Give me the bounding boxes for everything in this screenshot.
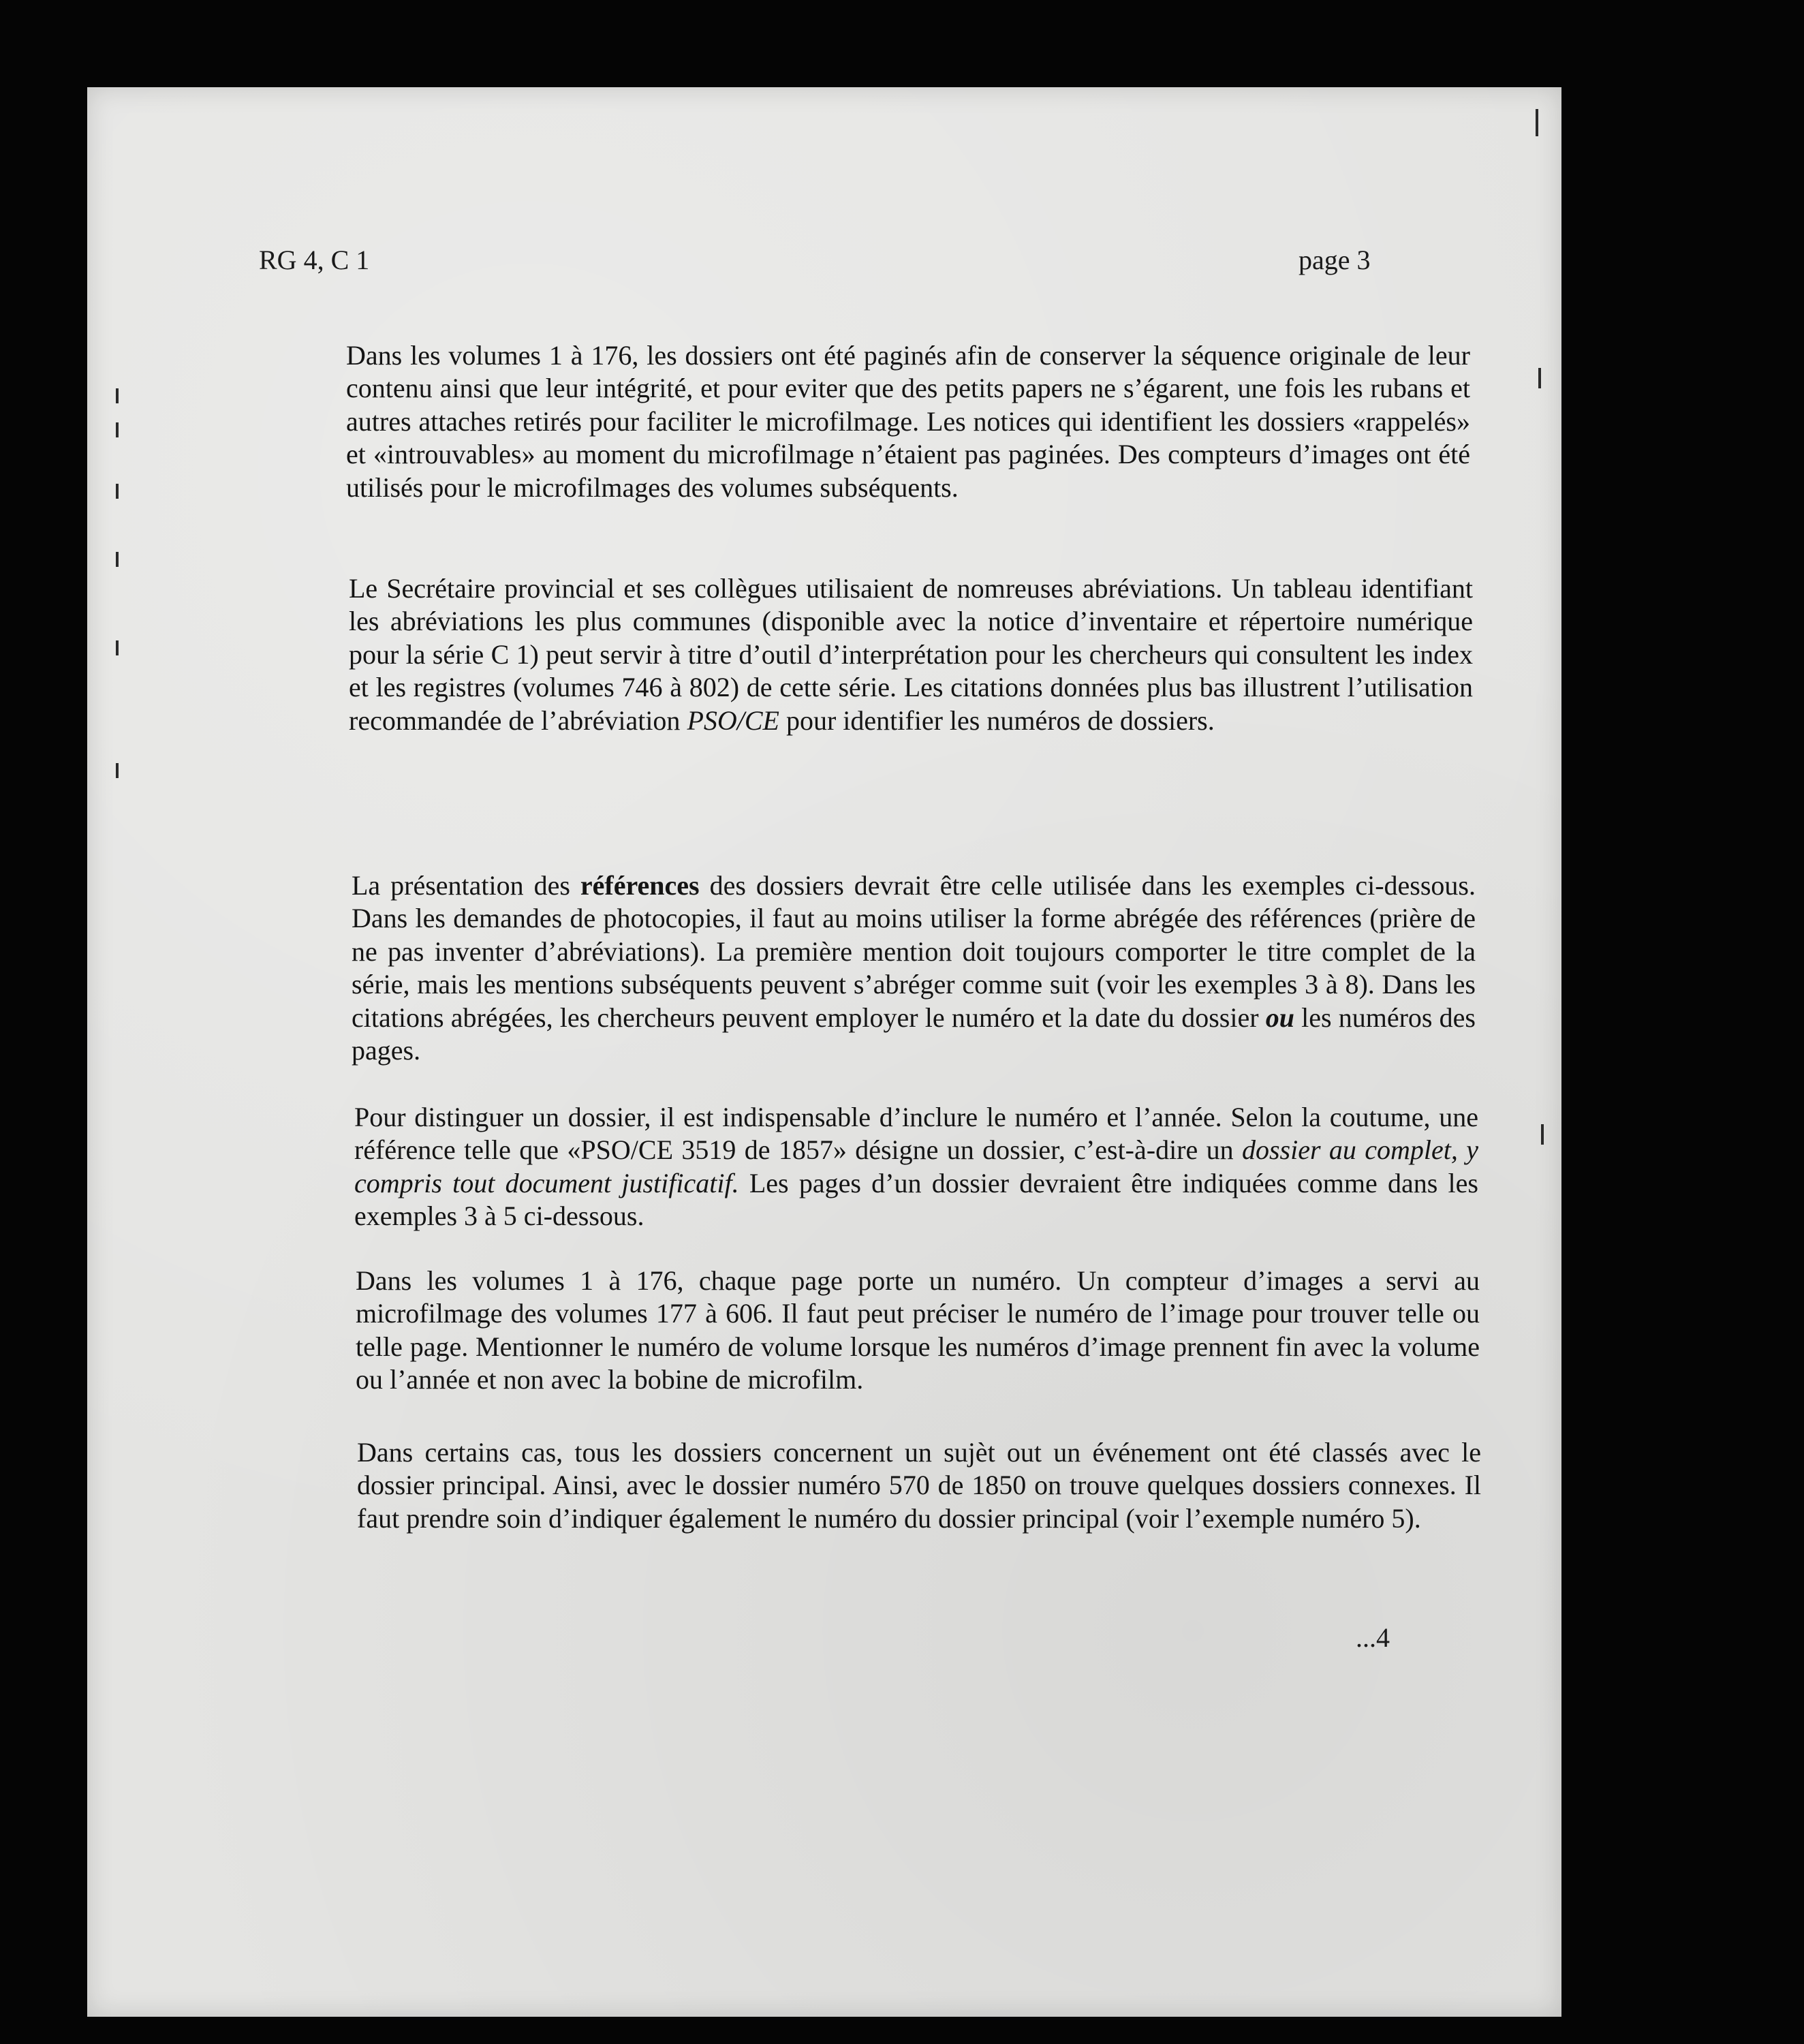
ou-keyword: ou [1265,1002,1294,1033]
left-margin-mark [116,552,119,567]
document-page [87,87,1561,2017]
right-margin-mark [1536,109,1538,136]
left-margin-mark [116,763,119,778]
page-number: page 3 [1298,245,1371,275]
paragraph-references-middle: des dossiers devrait être celle utilisée dans les exemples ci-dessous. Dans les demandes de photocopies, il faut au moins utiliser la forme abrégée des références (prière de ne pas inventer d’abréviations). La première mention doit toujours comporter le titre complet de la série, mais les mentions subséquents peuvent s’abréger comme suit (voir les exemples 3 à 8). Dans les citations abrégées, les chercheurs peuvent employer le numéro et la date du dossier [352,870,1476,1033]
paragraph-distinguish-dossier [354,1101,1478,1233]
paragraph-abbreviations-text: Le Secrétaire provincial et ses collègues utilisaient de nomreuses abréviations. Un tableau identifiant les abréviations les plus communes (disponible avec la notice d’inventaire et répertoire numérique pour la série C 1) peut servir à titre d’outil d’interprétation pour les chercheurs qui consultent les index et les registres (volumes 746 à 802) de cette série. Les citations données plus bas illustrent l’utilisation recommandée de l’abréviation [349,573,1473,736]
paragraph-abbreviations-end: pour identifier les numéros de dossiers. [779,704,1215,736]
left-margin-mark [116,640,119,655]
record-group-reference: RG 4, C 1 [259,245,370,275]
abbreviation-pso-ce: PSO/CE [687,704,779,736]
paragraph-image-counter: Dans les volumes 1 à 176, chaque page porte un numéro. Un compteur d’images a servi au microfilmage des volumes 177 à 606. Il faut peut préciser le numéro de l’image pour trouver telle ou telle page. Mentionner le numéro de volume lorsque les numéros d’image prennent fin avec la volume ou l’année et non avec la bobine de microfilm. [356,1265,1480,1395]
paragraph-distinguish-end: Les pages d’un dossier devraient être indiquées comme dans les exemples 3 à 5 ci-dessous. [354,1167,1478,1232]
left-margin-mark [116,484,119,499]
paragraph-distinguish-start: Pour distinguer un dossier, il est indispensable d’inclure le numéro et l’année. Selon la coutume, une référence telle que «PSO/CE 3519 de 1857» désigne un dossier, c’est-à-dire un [354,1102,1478,1166]
paragraph-references-start: La présentation des [352,870,580,901]
continuation-marker: ...4 [1356,1622,1390,1653]
paragraph-related-dossiers: Dans certains cas, tous les dossiers concernent un sujèt out un événement ont été classés avec le dossier principal. Ainsi, avec le dossier numéro 570 de 1850 on trouve quelques dossiers connexes. Il faut prendre soin d’indiquer également le numéro du dossier principal (voir l’exemple numéro 5). [357,1437,1481,1534]
left-margin-mark [116,388,119,403]
dossier-complet-phrase: dossier au complet, y compris tout document justificatif. [354,1134,1478,1198]
right-margin-mark [1538,368,1541,388]
right-margin-mark [1541,1124,1544,1145]
paragraph-pagination: Dans les volumes 1 à 176, les dossiers ont été paginés afin de conserver la séquence originale de leur contenu ainsi que leur intégrité, et pour eviter que des petits papers ne s’égarent, une fois les rubans et autres attaches retirés pour faciliter le microfilmage. Les notices qui identifient les dossiers «rappelés» et «introuvables» au moment du microfilmage n’étaient pas paginées. Des compteurs d’images ont été utilisés pour le microfilmages des volumes subséquents. [346,340,1470,503]
references-keyword: références [580,870,700,901]
paragraph-abbreviations [349,572,1473,737]
paragraph-references [352,869,1476,1067]
left-margin-mark [116,422,119,437]
paragraph-references-end: les numéros des pages. [352,1002,1476,1066]
